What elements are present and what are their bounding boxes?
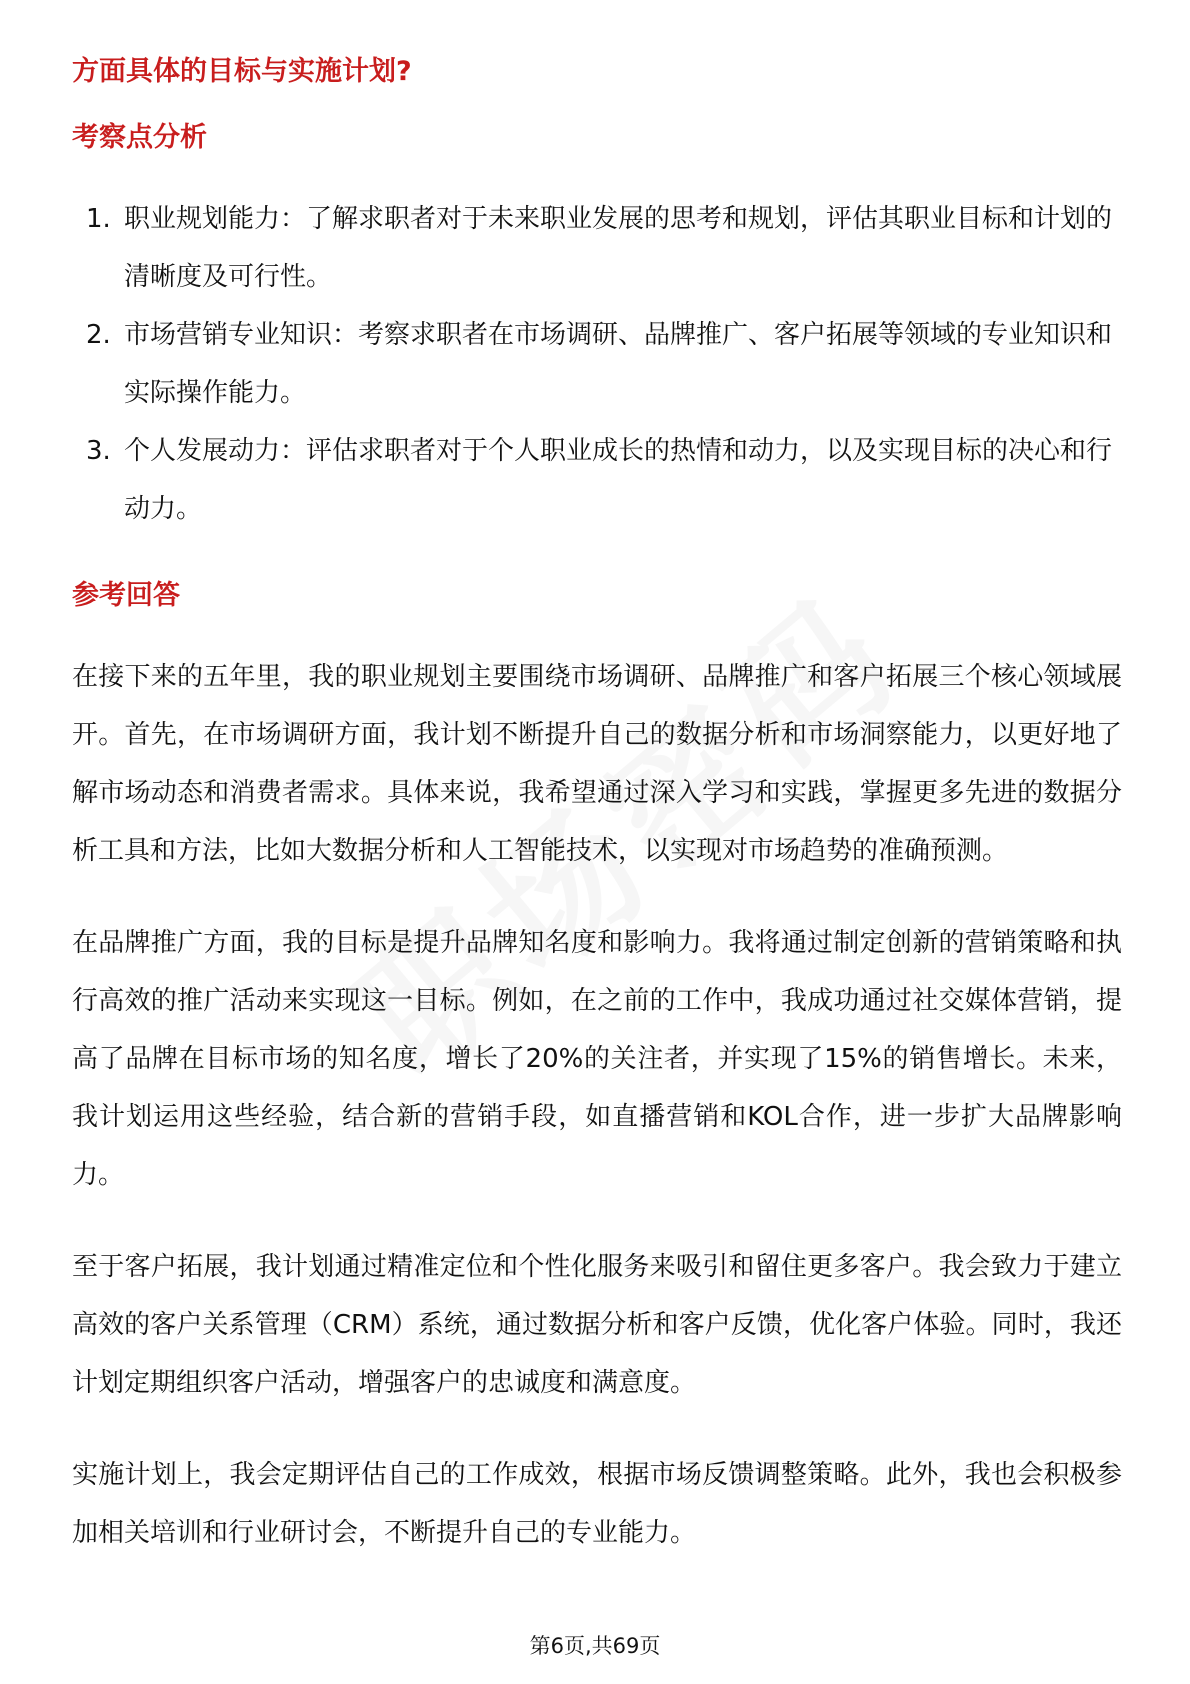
list-item-number: 1.: [86, 204, 111, 234]
answer-paragraph: 在品牌推广方面，我的目标是提升品牌知名度和影响力。我将通过制定创新的营销策略和执行高效的推广活动来实现这一目标。例如，在之前的工作中，我成功通过社交媒体营销，提高了品牌在目标市场的知名度，增长了20%的关注者，并实现了15%的销售增长。未来，我计划运用这些经验，结合新的营销手段，如直播营销和KOL合作，进一步扩大品牌影响力。: [72, 928, 1122, 1190]
page-content: [72, 44, 1122, 1562]
list-item: [72, 422, 1122, 538]
answer-paragraph: 实施计划上，我会定期评估自己的工作成效，根据市场反馈调整策略。此外，我也会积极参加相关培训和行业研讨会，不断提升自己的专业能力。: [72, 1460, 1122, 1548]
answer-heading: 参考回答: [72, 580, 180, 611]
list-item-text: 职业规划能力：了解求职者对于未来职业发展的思考和规划，评估其职业目标和计划的清晰度及可行性。: [124, 204, 1113, 292]
list-item-text: 个人发展动力：评估求职者对于个人职业成长的热情和动力，以及实现目标的决心和行动力。: [124, 436, 1113, 524]
list-item: [72, 306, 1122, 422]
answer-paragraph: 在接下来的五年里，我的职业规划主要围绕市场调研、品牌推广和客户拓展三个核心领域展开。首先，在市场调研方面，我计划不断提升自己的数据分析和市场洞察能力，以更好地了解市场动态和消费者需求。具体来说，我希望通过深入学习和实践，掌握更多先进的数据分析工具和方法，比如大数据分析和人工智能技术，以实现对市场趋势的准确预测。: [72, 662, 1122, 866]
list-item-text: 市场营销专业知识：考察求职者在市场调研、品牌推广、客户拓展等领域的专业知识和实际操作能力。: [124, 320, 1113, 408]
list-item-number: 2.: [86, 320, 111, 350]
list-item: [72, 190, 1122, 306]
question-heading: 方面具体的目标与实施计划?: [72, 56, 412, 87]
analysis-heading: 考察点分析: [72, 122, 207, 153]
answer-paragraph: 至于客户拓展，我计划通过精准定位和个性化服务来吸引和留住更多客户。我会致力于建立高效的客户关系管理（CRM）系统，通过数据分析和客户反馈，优化客户体验。同时，我还计划定期组织客户活动，增强客户的忠诚度和满意度。: [72, 1252, 1122, 1398]
page-number-footer: 第6页,共69页: [529, 1634, 661, 1658]
list-item-number: 3.: [86, 436, 111, 466]
analysis-points-list: [72, 190, 1122, 538]
